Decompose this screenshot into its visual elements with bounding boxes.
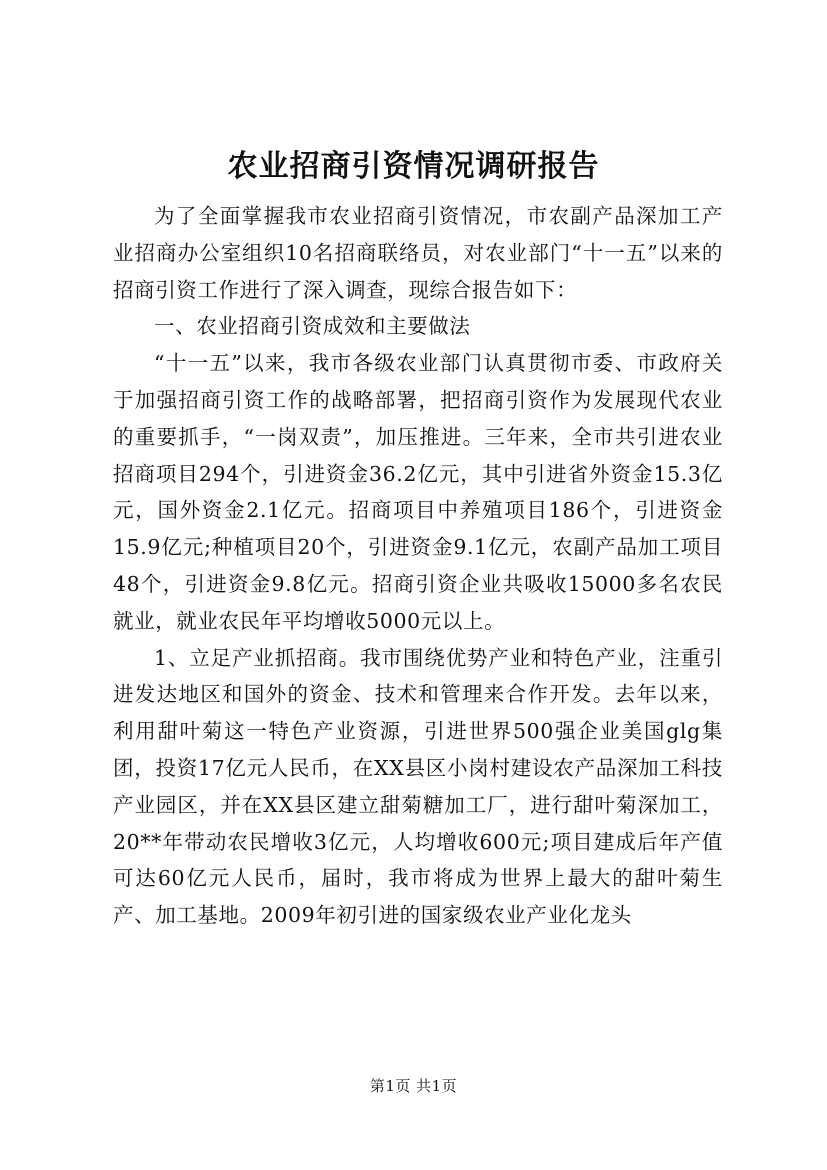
document-body (113, 198, 723, 934)
page-footer: 第1页 共1页 (369, 1077, 458, 1095)
section-heading: 一、农业招商引资成效和主要做法 (154, 314, 471, 339)
document-title: 农业招商引资情况调研报告 (227, 149, 600, 184)
intro-paragraph: 为了全面掌握我市农业招商引资情况，市农副产品深加工产业招商办公室组织10名招商联络员，对农业部门“十一五”以来的招商引资工作进行了深入调查，现综合报告如下： (113, 204, 723, 302)
industry-paragraph: 1、立足产业抓招商。我市围绕优势产业和特色产业，注重引进发达地区和国外的资金、技术和管理来合作开发。去年以来，利用甜叶菊这一特色产业资源，引进世界500强企业美国glg集团，投资17亿元人民币，在XX县区小岗村建设农产品深加工科技产业园区，并在XX县区建立甜菊糖加工厂，进行甜叶菊深加工，20**年带动农民增收3亿元，人均增收600元;项目建成后年产值可达60亿元人民币，届时，我市将成为世界上最大的甜叶菊生产、加工基地。2009年初引进的国家级农业产业化龙头 (113, 645, 723, 928)
results-paragraph: “十一五”以来，我市各级农业部门认真贯彻市委、市政府关于加强招商引资工作的战略部署，把招商引资作为发展现代农业的重要抓手，“一岗双责”，加压推进。三年来，全市共引进农业招商项目294个，引进资金36.2亿元，其中引进省外资金15.3亿元，国外资金2.1亿元。招商项目中养殖项目186个，引进资金15.9亿元;种植项目20个，引进资金9.1亿元，农副产品加工项目48个，引进资金9.8亿元。招商引资企业共吸收15000多名农民就业，就业农民年平均增收5000元以上。 (113, 351, 723, 633)
